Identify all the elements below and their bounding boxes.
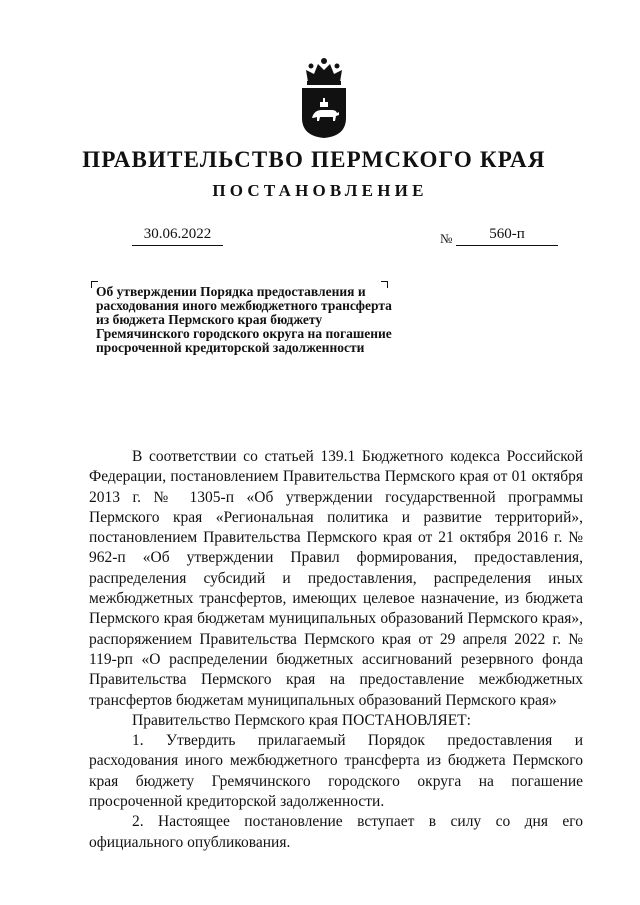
preamble-paragraph: В соответствии со статьей 139.1 Бюджетного кодекса Российской Федерации, постановлением Правительства Пермского края от 01 октября 2013 г. № 1305-п «Об утверждении государственной программы Пермского края «Региональная политика и развитие территорий», постановлением Правительства Пермского края от 21 октября 2016 г. № 962-п «Об утверждении Правил формирования, предоставления, распределения субсидий и предоставления, распределения иных межбюджетных трансфертов, имеющих целевое назначение, из бюджета Пермского края бюджетам муниципальных образований Пермского края», распоряжением Правительства Пермского края от 29 апреля 2022 г. № 119-рп «О распределении бюджетных ассигнований резервного фонда Правительства Пермского края на предоставление межбюджетных трансфертов бюджетам муниципальных образований Пермского края» — [89, 448, 583, 709]
item-1-paragraph: 1. Утвердить прилагаемый Порядок предоставления и расходования иного межбюджетного трансферта из бюджета Пермского края бюджету Гремячинского городского округа на погашение просроченной кредиторской задолженности. — [89, 732, 583, 811]
coat-of-arms-icon — [298, 56, 350, 140]
document-number: 560-п — [456, 226, 558, 246]
document-body — [89, 447, 583, 853]
government-title: ПРАВИТЕЛЬСТВО ПЕРМСКОГО КРАЯ — [82, 147, 546, 172]
document-date: 30.06.2022 — [132, 226, 223, 246]
item-2-paragraph: 2. Настоящее постановление вступает в силу со дня его официального опубликования. — [89, 813, 583, 851]
number-sign: № — [440, 231, 453, 246]
resolves-line: Правительство Пермского края ПОСТАНОВЛЯЕТ: — [132, 711, 471, 729]
document-type: ПОСТАНОВЛЕНИЕ — [212, 181, 428, 200]
document-subject: Об утверждении Порядка предоставления и расходования иного межбюджетного трансферта из бюджета Пермского края бюджету Гремячинского городского округа на погашение просроченной кредиторской задолженности — [96, 284, 392, 355]
